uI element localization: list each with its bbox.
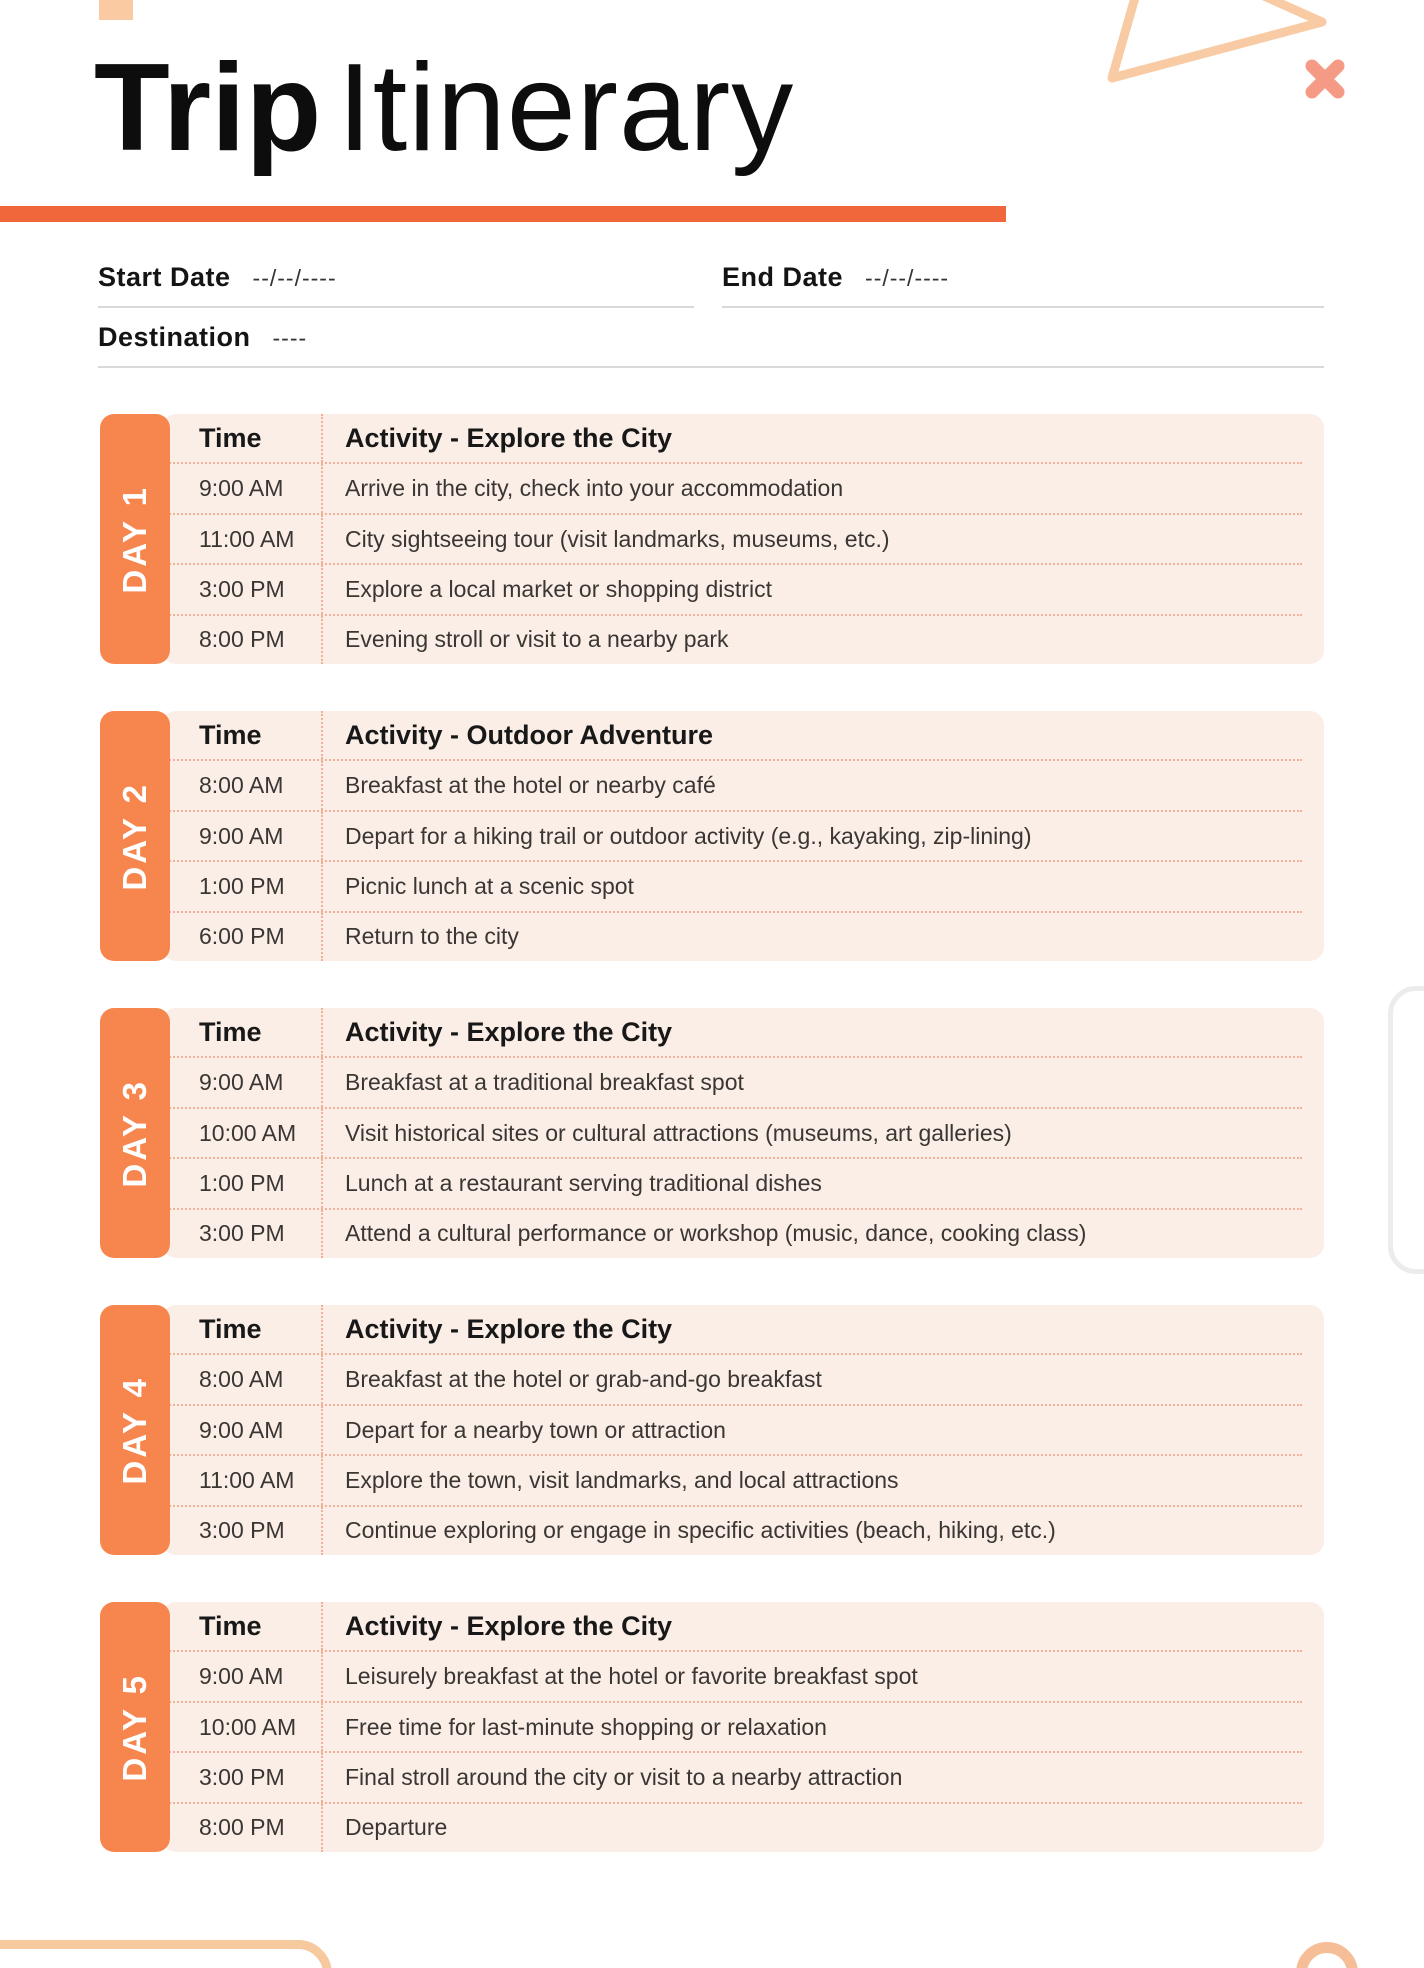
activity-cell: City sightseeing tour (visit landmarks, museums, etc.) (345, 525, 890, 552)
activity-cell: Breakfast at the hotel or grab-and-go breakfast (345, 1366, 822, 1393)
end-date-value[interactable]: --/--/---- (865, 265, 950, 291)
activity-cell: Free time for last-minute shopping or relaxation (345, 1713, 827, 1740)
table-row (162, 1751, 1302, 1801)
activity-cell: Breakfast at the hotel or nearby café (345, 772, 716, 799)
day-3-tab (100, 1008, 170, 1258)
time-cell: 3:00 PM (162, 1753, 323, 1801)
activity-cell: Explore a local market or shopping district (345, 575, 772, 602)
table-row (162, 1802, 1302, 1852)
activity-cell: Depart for a hiking trail or outdoor activity (e.g., kayaking, zip-lining) (345, 822, 1032, 849)
page-title-light: Itinerary (337, 39, 795, 177)
activity-cell: Picnic lunch at a scenic spot (345, 872, 634, 899)
right-edge-rounded-rect-decoration (1388, 986, 1424, 1274)
time-column-header: Time (162, 711, 323, 759)
time-cell: 3:00 PM (162, 1210, 323, 1258)
start-date-field[interactable] (98, 262, 694, 308)
time-cell: 9:00 AM (162, 1406, 323, 1454)
destination-value[interactable]: ---- (272, 325, 308, 351)
activity-cell: Lunch at a restaurant serving traditional dishes (345, 1169, 822, 1196)
table-row (162, 1157, 1302, 1207)
day-3-tab-label: DAY 3 (116, 1078, 153, 1188)
x-mark-icon (1303, 57, 1347, 101)
activity-cell: Final stroll around the city or visit to a nearby attraction (345, 1763, 903, 1790)
page-title (94, 40, 794, 176)
day-1-tab (100, 414, 170, 664)
time-cell: 10:00 AM (162, 1703, 323, 1751)
table-row (162, 614, 1302, 664)
start-date-label: Start Date (98, 262, 231, 292)
day-5-table (162, 1602, 1324, 1852)
activity-column-header: Activity - Explore the City (345, 1016, 673, 1047)
table-row (162, 1056, 1302, 1106)
time-cell: 8:00 PM (162, 1804, 323, 1852)
time-column-header: Time (162, 1602, 323, 1650)
table-row (162, 860, 1302, 910)
table-row (162, 1107, 1302, 1157)
bottom-left-rounded-rect-decoration (0, 1940, 332, 1968)
table-row (162, 810, 1302, 860)
table-row (162, 1208, 1302, 1258)
time-cell: 9:00 AM (162, 1058, 323, 1106)
table-row (162, 563, 1302, 613)
time-cell: 1:00 PM (162, 862, 323, 910)
day-4-section (100, 1305, 1324, 1555)
time-cell: 3:00 PM (162, 565, 323, 613)
day-sections (100, 414, 1324, 1899)
day-4-table (162, 1305, 1324, 1555)
activity-column-header: Activity - Explore the City (345, 1610, 673, 1641)
table-header-row (162, 711, 1302, 759)
day-4-tab-label: DAY 4 (116, 1375, 153, 1485)
time-column-header: Time (162, 414, 323, 462)
table-row (162, 513, 1302, 563)
time-column-header: Time (162, 1008, 323, 1056)
table-row (162, 462, 1302, 512)
title-accent-bar (0, 206, 1006, 222)
activity-cell: Departure (345, 1814, 448, 1841)
table-row (162, 1353, 1302, 1403)
time-cell: 8:00 PM (162, 616, 323, 664)
day-5-tab-label: DAY 5 (116, 1672, 153, 1782)
day-1-section (100, 414, 1324, 664)
table-row (162, 1505, 1302, 1555)
time-cell: 11:00 AM (162, 1456, 323, 1504)
day-2-tab (100, 711, 170, 961)
table-header-row (162, 1305, 1302, 1353)
time-cell: 1:00 PM (162, 1159, 323, 1207)
table-header-row (162, 414, 1302, 462)
time-column-header: Time (162, 1305, 323, 1353)
time-cell: 8:00 AM (162, 1355, 323, 1403)
page-title-bold: Trip (94, 39, 322, 177)
activity-cell: Leisurely breakfast at the hotel or favorite breakfast spot (345, 1663, 918, 1690)
table-row (162, 1454, 1302, 1504)
activity-column-header: Activity - Explore the City (345, 1313, 673, 1344)
table-row (162, 1404, 1302, 1454)
time-cell: 6:00 PM (162, 913, 323, 961)
activity-cell: Arrive in the city, check into your accommodation (345, 475, 844, 502)
activity-cell: Visit historical sites or cultural attractions (museums, art galleries) (345, 1119, 1012, 1146)
activity-cell: Depart for a nearby town or attraction (345, 1416, 726, 1443)
day-5-tab (100, 1602, 170, 1852)
activity-cell: Continue exploring or engage in specific activities (beach, hiking, etc.) (345, 1517, 1056, 1544)
activity-column-header: Activity - Outdoor Adventure (345, 719, 714, 750)
activity-cell: Attend a cultural performance or workshop (music, dance, cooking class) (345, 1220, 1087, 1247)
table-row (162, 911, 1302, 961)
end-date-field[interactable] (722, 262, 1324, 308)
destination-label: Destination (98, 322, 251, 352)
day-1-table (162, 414, 1324, 664)
day-2-section (100, 711, 1324, 961)
day-2-tab-label: DAY 2 (116, 781, 153, 891)
time-cell: 9:00 AM (162, 1652, 323, 1700)
day-3-table (162, 1008, 1324, 1258)
time-cell: 11:00 AM (162, 515, 323, 563)
activity-cell: Return to the city (345, 923, 519, 950)
corner-square-decoration (99, 0, 133, 20)
table-row (162, 1701, 1302, 1751)
time-cell: 9:00 AM (162, 812, 323, 860)
day-3-section (100, 1008, 1324, 1258)
table-header-row (162, 1602, 1302, 1650)
day-4-tab (100, 1305, 170, 1555)
day-2-table (162, 711, 1324, 961)
day-5-section (100, 1602, 1324, 1852)
time-cell: 9:00 AM (162, 464, 323, 512)
start-date-value[interactable]: --/--/---- (252, 265, 337, 291)
end-date-label: End Date (722, 262, 844, 292)
time-cell: 10:00 AM (162, 1109, 323, 1157)
day-1-tab-label: DAY 1 (116, 484, 153, 594)
time-cell: 8:00 AM (162, 761, 323, 809)
destination-field[interactable] (98, 322, 1324, 368)
table-row (162, 1650, 1302, 1700)
table-row (162, 759, 1302, 809)
activity-cell: Explore the town, visit landmarks, and local attractions (345, 1466, 899, 1493)
activity-cell: Evening stroll or visit to a nearby park (345, 626, 729, 653)
activity-cell: Breakfast at a traditional breakfast spot (345, 1069, 744, 1096)
bottom-right-circle-decoration (1296, 1942, 1358, 1968)
table-header-row (162, 1008, 1302, 1056)
time-cell: 3:00 PM (162, 1507, 323, 1555)
activity-column-header: Activity - Explore the City (345, 422, 673, 453)
